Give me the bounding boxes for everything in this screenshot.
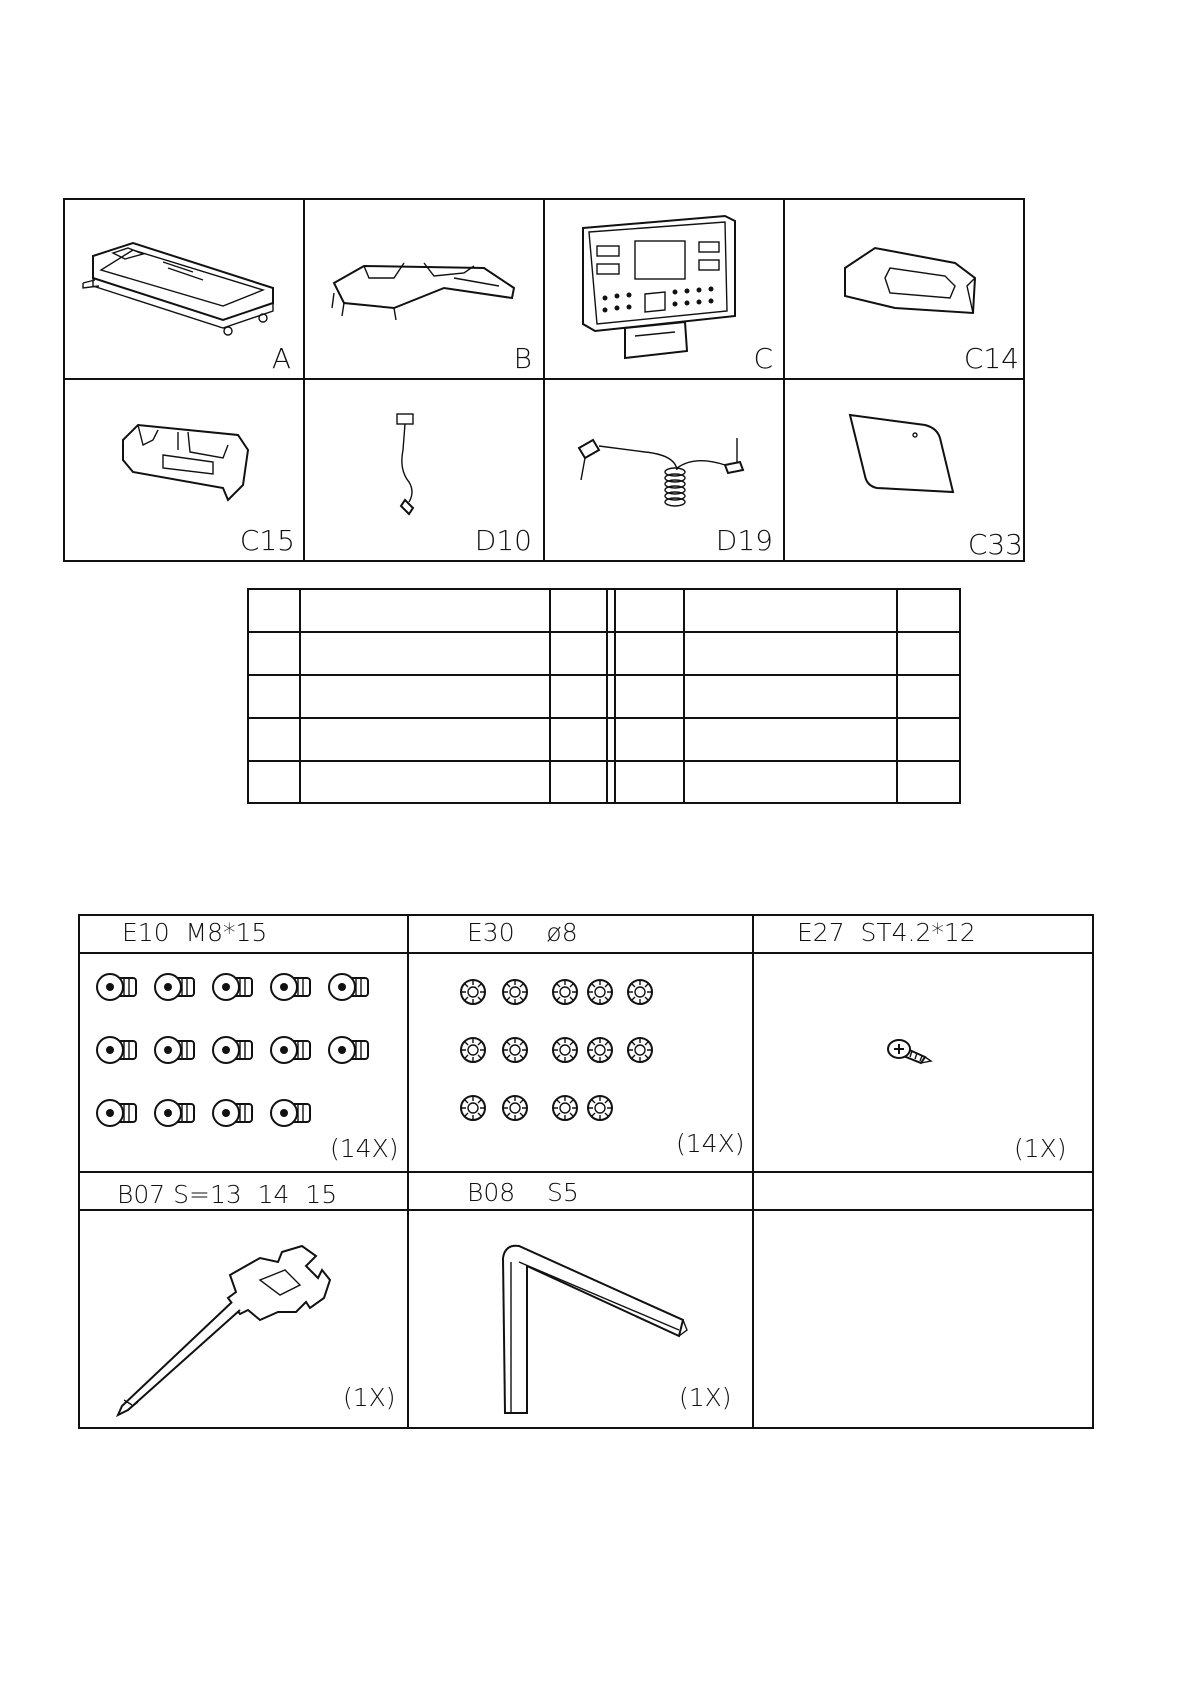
part-label-c: C xyxy=(753,342,773,375)
header-e27: E27 ST4.2*12 xyxy=(797,918,976,947)
part-label-d10: D10 xyxy=(474,524,532,557)
qty-b07: (1X) xyxy=(343,1383,396,1412)
qty-e27: (1X) xyxy=(1014,1134,1067,1163)
header-e10: E10 M8*15 xyxy=(122,918,268,947)
part-cell-a xyxy=(63,198,303,379)
bolt-grid xyxy=(92,965,392,1140)
parts-list-table xyxy=(247,588,961,804)
plate-icon xyxy=(845,410,965,510)
qty-e10: (14X) xyxy=(330,1134,399,1163)
lock-washer-icon xyxy=(455,970,675,1140)
wrench-area xyxy=(110,1240,370,1420)
part-label-d19: D19 xyxy=(715,524,773,557)
part-label-c15: C15 xyxy=(239,524,295,557)
washer-grid xyxy=(455,970,675,1140)
part-label-a: A xyxy=(271,342,291,375)
part-cell-d10 xyxy=(304,380,544,561)
self-tapping-screw-icon xyxy=(885,1035,945,1075)
sensor-cable-icon xyxy=(379,410,449,520)
hex-key-icon xyxy=(495,1238,695,1418)
upright-frame-icon xyxy=(324,248,524,328)
cover-c14-icon xyxy=(835,238,985,338)
button-head-bolt-icon xyxy=(92,965,392,1140)
qty-b08: (1X) xyxy=(679,1383,732,1412)
part-cell-c14 xyxy=(785,198,1025,379)
qty-e30: (14X) xyxy=(676,1129,745,1158)
part-cell-c33 xyxy=(785,380,1025,561)
part-label-c14: C14 xyxy=(963,342,1019,375)
part-cell-b xyxy=(304,198,544,379)
part-cell-d19 xyxy=(545,380,785,561)
part-cell-c15 xyxy=(63,380,303,561)
part-label-b: B xyxy=(513,342,532,375)
header-b07: B07 S=13 14 15 xyxy=(117,1180,338,1209)
header-e30: E30 ø8 xyxy=(467,918,578,947)
parts-list-table-lines xyxy=(247,588,961,804)
treadmill-base-icon xyxy=(73,228,293,338)
header-b08: B08 S5 xyxy=(467,1178,579,1207)
part-label-c33: C33 xyxy=(967,528,1023,561)
console-icon xyxy=(575,206,755,366)
hexkey-area xyxy=(495,1238,695,1418)
multi-wrench-screwdriver-icon xyxy=(110,1240,370,1420)
part-cell-c xyxy=(545,198,785,379)
screw-area xyxy=(885,1035,945,1075)
audio-cable-icon xyxy=(565,410,765,520)
cover-c15-icon xyxy=(118,410,268,510)
